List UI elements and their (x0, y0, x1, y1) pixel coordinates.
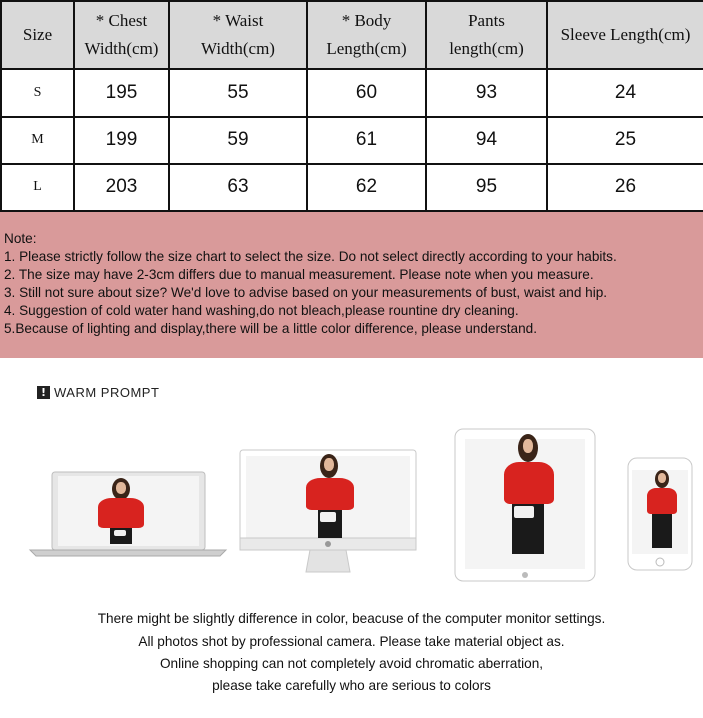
cell-sleeve: 26 (547, 164, 703, 211)
note-box (0, 212, 703, 358)
header-chest: * Chest Width(cm) (74, 1, 169, 69)
header-pants-length: Pants length(cm) (426, 1, 547, 69)
model-photo-tablet (500, 434, 558, 554)
cell-body: 61 (307, 117, 426, 164)
model-photo-desktop (302, 454, 358, 538)
cell-pants: 95 (426, 164, 547, 211)
header-waist: * Waist Width(cm) (169, 1, 307, 69)
table-row (1, 117, 703, 164)
table-row (1, 164, 703, 211)
header-size: Size (1, 1, 74, 69)
cell-chest: 195 (74, 69, 169, 116)
cell-sleeve: 25 (547, 117, 703, 164)
cell-body: 60 (307, 69, 426, 116)
cell-body: 62 (307, 164, 426, 211)
cell-pants: 94 (426, 117, 547, 164)
note-line-5: 5.Because of lighting and display,there will be a little color difference, please understand. (4, 321, 538, 336)
cell-size: L (1, 164, 74, 211)
size-chart-table (0, 0, 703, 212)
table-header-row (1, 1, 703, 69)
model-photo-laptop (92, 478, 152, 544)
header-sleeve-length: Sleeve Length(cm) (547, 1, 703, 69)
caption-line-4: please take carefully who are serious to colors (212, 678, 491, 693)
cell-chest: 199 (74, 117, 169, 164)
note-title: Note: (4, 231, 37, 246)
table-row (1, 69, 703, 116)
cell-size: M (1, 117, 74, 164)
header-body-length: * Body Length(cm) (307, 1, 426, 69)
cell-waist: 55 (169, 69, 307, 116)
warm-prompt-heading (37, 385, 159, 400)
caption-line-3: Online shopping can not completely avoid chromatic aberration, (159, 656, 544, 671)
note-line-3: 3. Still not sure about size? We'd love to advise based on your measurements of bust, waist and hip. (4, 285, 608, 300)
cell-size: S (1, 69, 74, 116)
cell-sleeve: 24 (547, 69, 703, 116)
caption-line-1: There might be slightly difference in color, beacuse of the computer monitor settings. (97, 611, 606, 626)
note-line-2: 2. The size may have 2-3cm differs due to manual measurement. Please note when you measure. (4, 267, 594, 282)
cell-waist: 63 (169, 164, 307, 211)
warning-icon: ! (37, 386, 50, 399)
cell-pants: 93 (426, 69, 547, 116)
caption-line-2: All photos shot by professional camera. Please take material object as. (138, 634, 565, 649)
note-line-4: 4. Suggestion of cold water hand washing,do not bleach,please rountine dry cleaning. (4, 303, 519, 318)
warm-prompt-label: WARM PROMPT (54, 385, 160, 400)
cell-chest: 203 (74, 164, 169, 211)
model-photo-phone (645, 470, 679, 550)
cell-waist: 59 (169, 117, 307, 164)
note-line-1: 1. Please strictly follow the size chart to select the size. Do not select directly according to your habits. (4, 249, 617, 264)
